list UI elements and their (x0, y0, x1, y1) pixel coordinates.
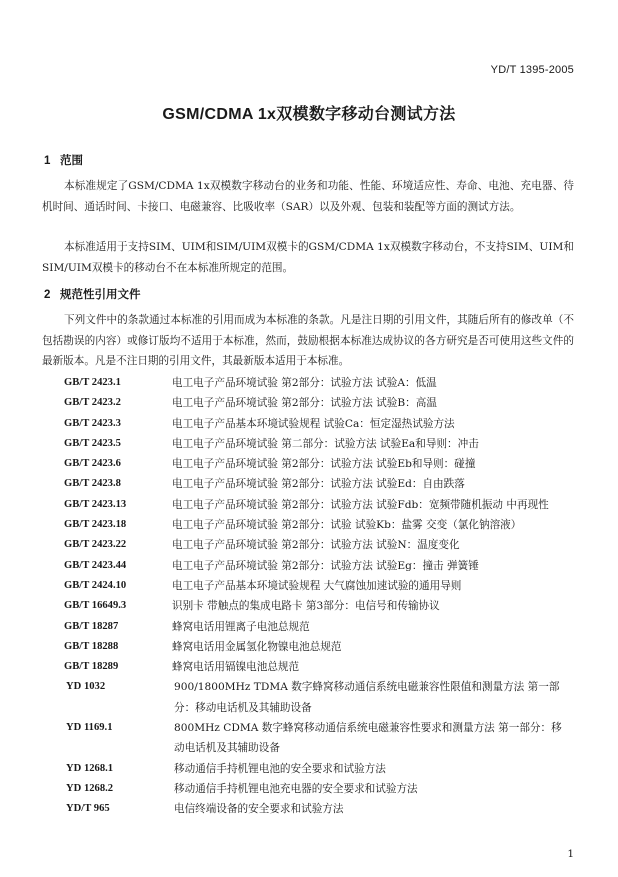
reference-item (0, 515, 618, 535)
reference-item (0, 596, 618, 616)
reference-code: GB/T 2423.44 (64, 559, 127, 571)
section-2-title: 规范性引用文件 (60, 289, 141, 301)
reference-code: GB/T 16649.3 (64, 600, 127, 612)
section-1-number: 1 (44, 155, 51, 167)
page-number: 1 (567, 848, 574, 860)
reference-code: YD 1169.1 (66, 722, 113, 734)
reference-item (0, 759, 618, 779)
reference-title: 蜂窝电话用金属氢化物镍电池总规范 (172, 640, 342, 653)
scope-paragraph-2: 本标准适用于支持SIM、UIM和SIM/UIM双模卡的GSM/CDMA 1x双模数字移动台，不支持SIM、UIM和SIM/UIM双模卡的移动台不在本标准所规定的范围。 (42, 241, 574, 274)
reference-code: YD 1268.2 (66, 782, 114, 794)
reference-item (0, 454, 618, 474)
reference-title: 蜂窝电话用锂离子电池总规范 (172, 620, 310, 633)
reference-code: GB/T 2423.6 (64, 458, 121, 470)
document-title: GSM/CDMA 1x双模数字移动台测试方法 (162, 106, 456, 123)
reference-title: 电工电子产品环境试验 第2部分：试验方法 试验Eg：撞击 弹簧锤 (172, 559, 479, 572)
reference-item (0, 657, 618, 677)
reference-code: GB/T 18289 (64, 661, 119, 673)
reference-code: YD 1268.1 (66, 762, 114, 774)
reference-title: 电工电子产品环境试验 第2部分：试验方法 试验Fdb：宽频带随机振动 中再现性 (172, 498, 549, 511)
reference-title: 电工电子产品环境试验 第2部分：试验方法 试验A：低温 (172, 377, 437, 389)
reference-code: GB/T 2423.18 (64, 519, 127, 531)
reference-item (0, 556, 618, 576)
reference-code: GB/T 2423.1 (64, 377, 121, 388)
standard-code: YD/T 1395-2005 (490, 64, 574, 76)
reference-code: YD/T 965 (66, 803, 110, 815)
reference-item (0, 779, 618, 799)
reference-title: 电信终端设备的安全要求和试验方法 (174, 803, 344, 816)
reference-item (0, 799, 618, 819)
reference-title: 电工电子产品环境试验 第2部分：试验方法 试验N：温度变化 (172, 539, 460, 552)
reference-title: 电工电子产品基本环境试验规程 大气腐蚀加速试验的通用导则 (172, 579, 462, 592)
reference-item (0, 495, 618, 515)
section-2-heading (44, 286, 141, 302)
section-1-heading (44, 152, 83, 168)
scope-paragraph-1: 本标准规定了GSM/CDMA 1x双模数字移动台的业务和功能、性能、环境适应性、寿命、电池、充电器、待机时间、通话时间、卡接口、电磁兼容、比吸收率（SAR）以及外观、包装和装配等方面的测试方法。 (42, 180, 574, 213)
reference-title: 900/1800MHz TDMA 数字蜂窝移动通信系统电磁兼容性限值和测量方法 第一部分：移动电话机及其辅助设备 (174, 681, 560, 714)
reference-title: 电工电子产品环境试验 第2部分：试验方法 试验Ed：自由跌落 (172, 478, 465, 491)
reference-item (0, 617, 618, 637)
reference-code: GB/T 18287 (64, 620, 119, 632)
reference-code: GB/T 2423.3 (64, 417, 121, 429)
reference-title: 移动通信手持机锂电池充电器的安全要求和试验方法 (174, 782, 418, 795)
reference-title: 识别卡 带触点的集成电路卡 第3部分：电信号和传输协议 (172, 600, 440, 613)
reference-item (0, 434, 618, 454)
reference-title: 电工电子产品环境试验 第二部分：试验方法 试验Ea和导则：冲击 (172, 437, 479, 450)
reference-item (0, 637, 618, 657)
reference-item (0, 535, 618, 555)
reference-code: YD 1032 (66, 681, 106, 693)
reference-item (0, 414, 618, 434)
reference-title: 电工电子产品环境试验 第2部分：试验方法 试验Eb和导则：碰撞 (172, 458, 476, 471)
reference-title: 电工电子产品环境试验 第2部分：试验方法 试验B：高温 (172, 397, 437, 410)
reference-item (0, 576, 618, 596)
references-intro: 下列文件中的条款通过本标准的引用而成为本标准的条款。凡是注日期的引用文件，其随后所有的修改单（不包括勘误的内容）或修订版均不适用于本标准，然而，鼓励根据本标准达成协议的各方研究是否可使用这些文件的最新版本。凡是不注日期的引用文件，其最新版本适用于本标准。 (42, 314, 574, 367)
reference-item (0, 677, 618, 718)
reference-code: GB/T 2423.2 (64, 397, 121, 409)
reference-title: 800MHz CDMA 数字蜂窝移动通信系统电磁兼容性要求和测量方法 第一部分：移动电话机及其辅助设备 (174, 722, 562, 755)
reference-item (0, 373, 618, 393)
reference-code: GB/T 2423.5 (64, 437, 121, 449)
reference-item (0, 393, 618, 413)
reference-list (0, 373, 618, 820)
reference-title: 电工电子产品基本环境试验规程 试验Ca：恒定湿热试验方法 (172, 417, 455, 430)
reference-title: 蜂窝电话用镉镍电池总规范 (172, 661, 300, 674)
reference-item (0, 474, 618, 494)
reference-code: GB/T 2423.22 (64, 539, 127, 551)
reference-code: GB/T 2423.13 (64, 498, 127, 510)
section-2-number: 2 (44, 289, 51, 301)
reference-code: GB/T 18288 (64, 640, 119, 652)
reference-code: GB/T 2423.8 (64, 478, 121, 490)
section-1-title: 范围 (60, 155, 83, 167)
reference-title: 电工电子产品环境试验 第2部分：试验 试验Kb：盐雾 交变（氯化钠溶液） (172, 519, 522, 532)
reference-code: GB/T 2424.10 (64, 579, 127, 591)
reference-title: 移动通信手持机锂电池的安全要求和试验方法 (174, 762, 386, 775)
reference-item (0, 718, 618, 759)
